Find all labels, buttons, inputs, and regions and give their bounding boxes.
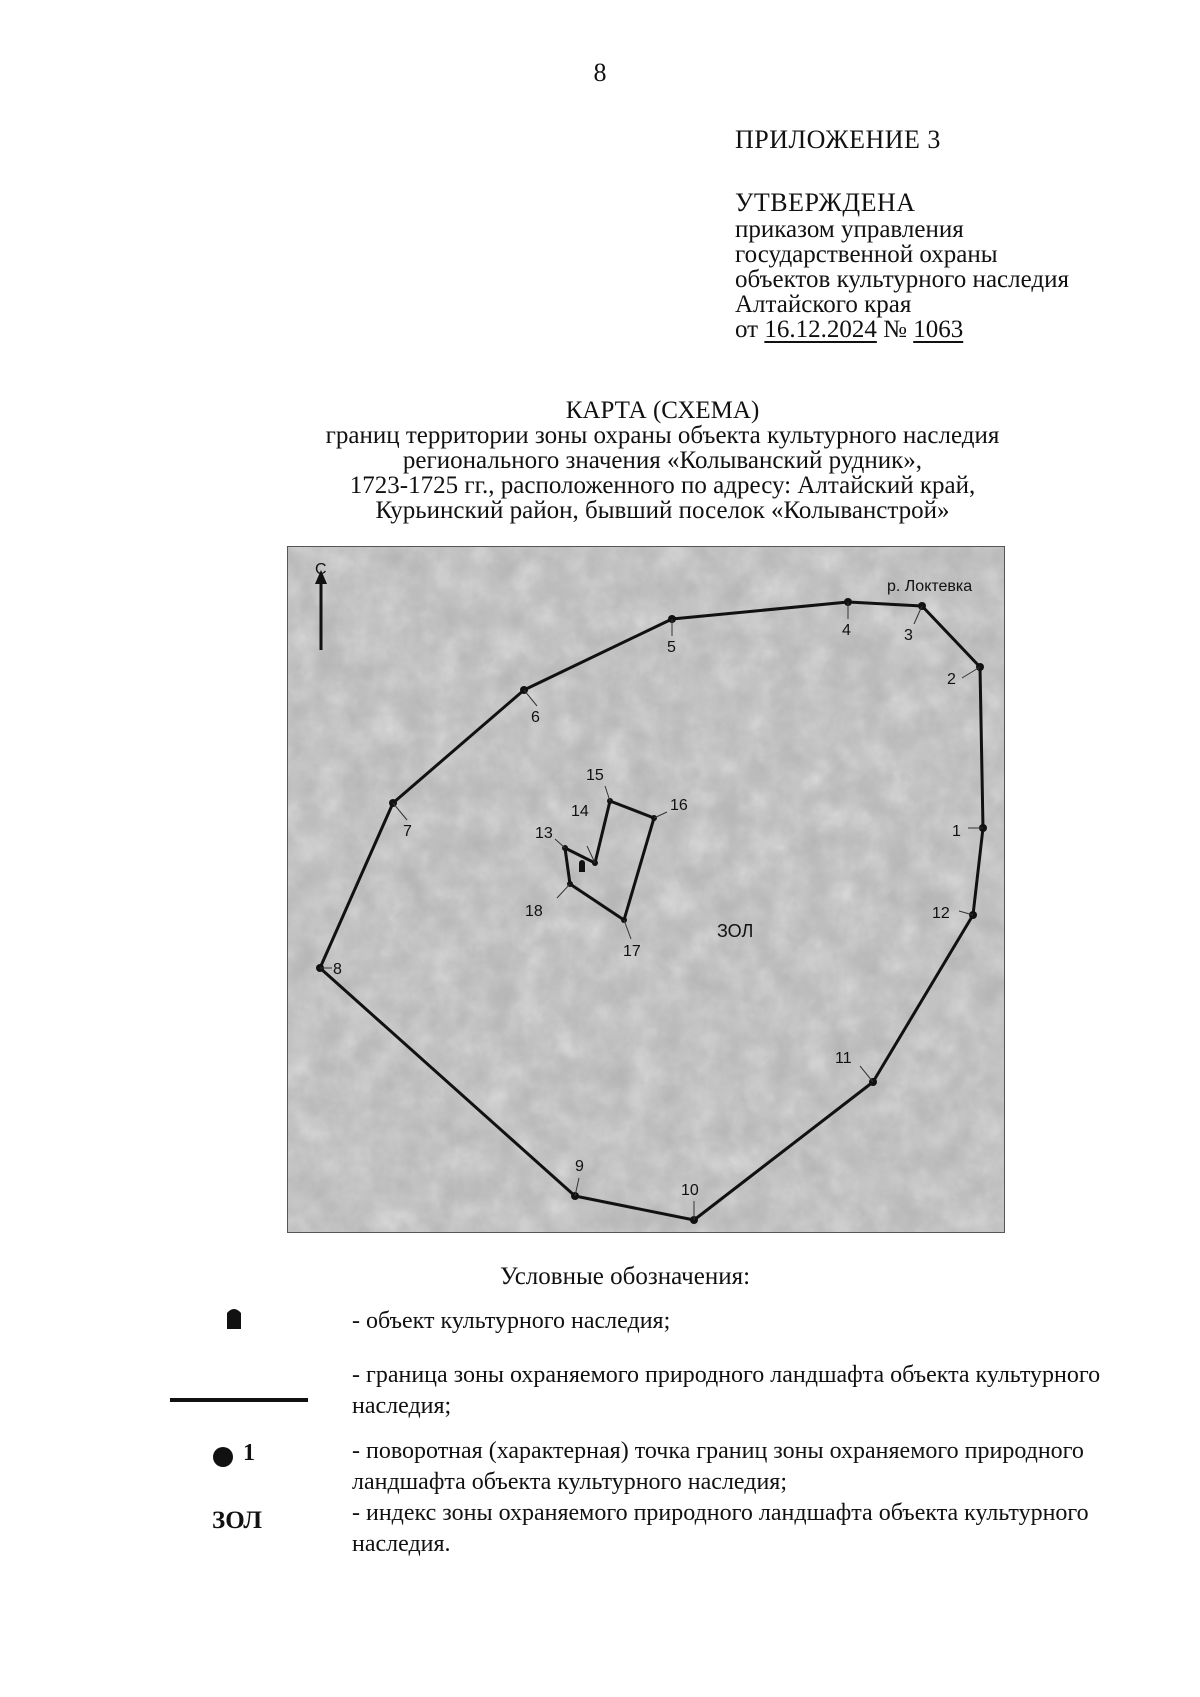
heading-line: границ территории зоны охраны объекта культурного наследия <box>325 422 1000 449</box>
legend-item: - объект культурного наследия; <box>352 1308 671 1334</box>
point-label: 9 <box>575 1158 584 1175</box>
point-label: 12 <box>932 905 950 922</box>
north-label: С <box>315 561 327 578</box>
approval-line: Алтайского края <box>735 291 912 318</box>
approval-number: 1063 <box>913 316 964 343</box>
point-label: 1 <box>952 823 961 840</box>
approval-line: государственной охраны <box>735 241 998 268</box>
point-label: 10 <box>681 1182 699 1199</box>
point-label: 13 <box>535 825 553 842</box>
approval-line: приказом управления <box>735 216 964 243</box>
page-number: 8 <box>593 58 607 87</box>
point-label: 2 <box>947 671 956 688</box>
point-label: 17 <box>623 943 641 960</box>
boundary-line-symbol <box>170 1398 308 1402</box>
approval-title: УТВЕРЖДЕНА <box>735 188 916 217</box>
approval-date-line <box>735 317 1069 342</box>
monument-marker <box>579 860 585 872</box>
appendix-title: ПРИЛОЖЕНИЕ 3 <box>735 125 941 154</box>
approval-block <box>735 190 1069 342</box>
point-label: 5 <box>667 639 676 656</box>
turning-point-symbol <box>213 1447 233 1467</box>
point-label: 15 <box>586 767 604 784</box>
point-label: 3 <box>904 627 913 644</box>
map-scheme <box>287 546 1005 1233</box>
number-prefix: № <box>876 316 914 343</box>
monument-symbol <box>225 1305 243 1329</box>
document-heading <box>0 398 1200 523</box>
river-label: р. Локтевка <box>887 578 973 595</box>
approval-date: 16.12.2024 <box>764 316 877 343</box>
date-prefix: от <box>735 316 765 343</box>
point-label: 7 <box>403 823 412 840</box>
heading-line: 1723-1725 гг., расположенного по адресу: Алтайский край, <box>349 472 976 499</box>
legend-item: - индекс зоны охраняемого природного ландшафта объекта культурного наследия. <box>352 1500 1089 1557</box>
point-label: 6 <box>531 709 540 726</box>
approval-line: объектов культурного наследия <box>735 266 1069 293</box>
heading-title: КАРТА (СХЕМА) <box>565 397 760 424</box>
point-label: 18 <box>525 903 543 920</box>
point-label: 11 <box>835 1050 852 1067</box>
point-label: 4 <box>842 622 851 639</box>
map-svg <box>287 546 1005 1233</box>
zone-index-symbol: ЗОЛ <box>212 1507 263 1534</box>
point-label: 16 <box>670 797 688 814</box>
point-label: 8 <box>333 961 342 978</box>
satellite-texture <box>287 546 1005 1233</box>
heading-line: регионального значения «Колыванский рудник», <box>402 447 923 474</box>
turning-point-symbol-label: 1 <box>243 1440 255 1466</box>
legend-item: - поворотная (характерная) точка границ зоны охраняемого природного ландшафта объекта культурного наследия; <box>352 1438 1084 1495</box>
legend-item: - граница зоны охраняемого природного ландшафта объекта культурного наследия; <box>352 1362 1101 1419</box>
zone-label: ЗОЛ <box>717 921 754 941</box>
heading-line: Курьинский район, бывший поселок «Колыванстрой» <box>375 497 950 524</box>
point-label: 14 <box>571 803 589 820</box>
legend-heading: Условные обозначения: <box>500 1263 751 1290</box>
